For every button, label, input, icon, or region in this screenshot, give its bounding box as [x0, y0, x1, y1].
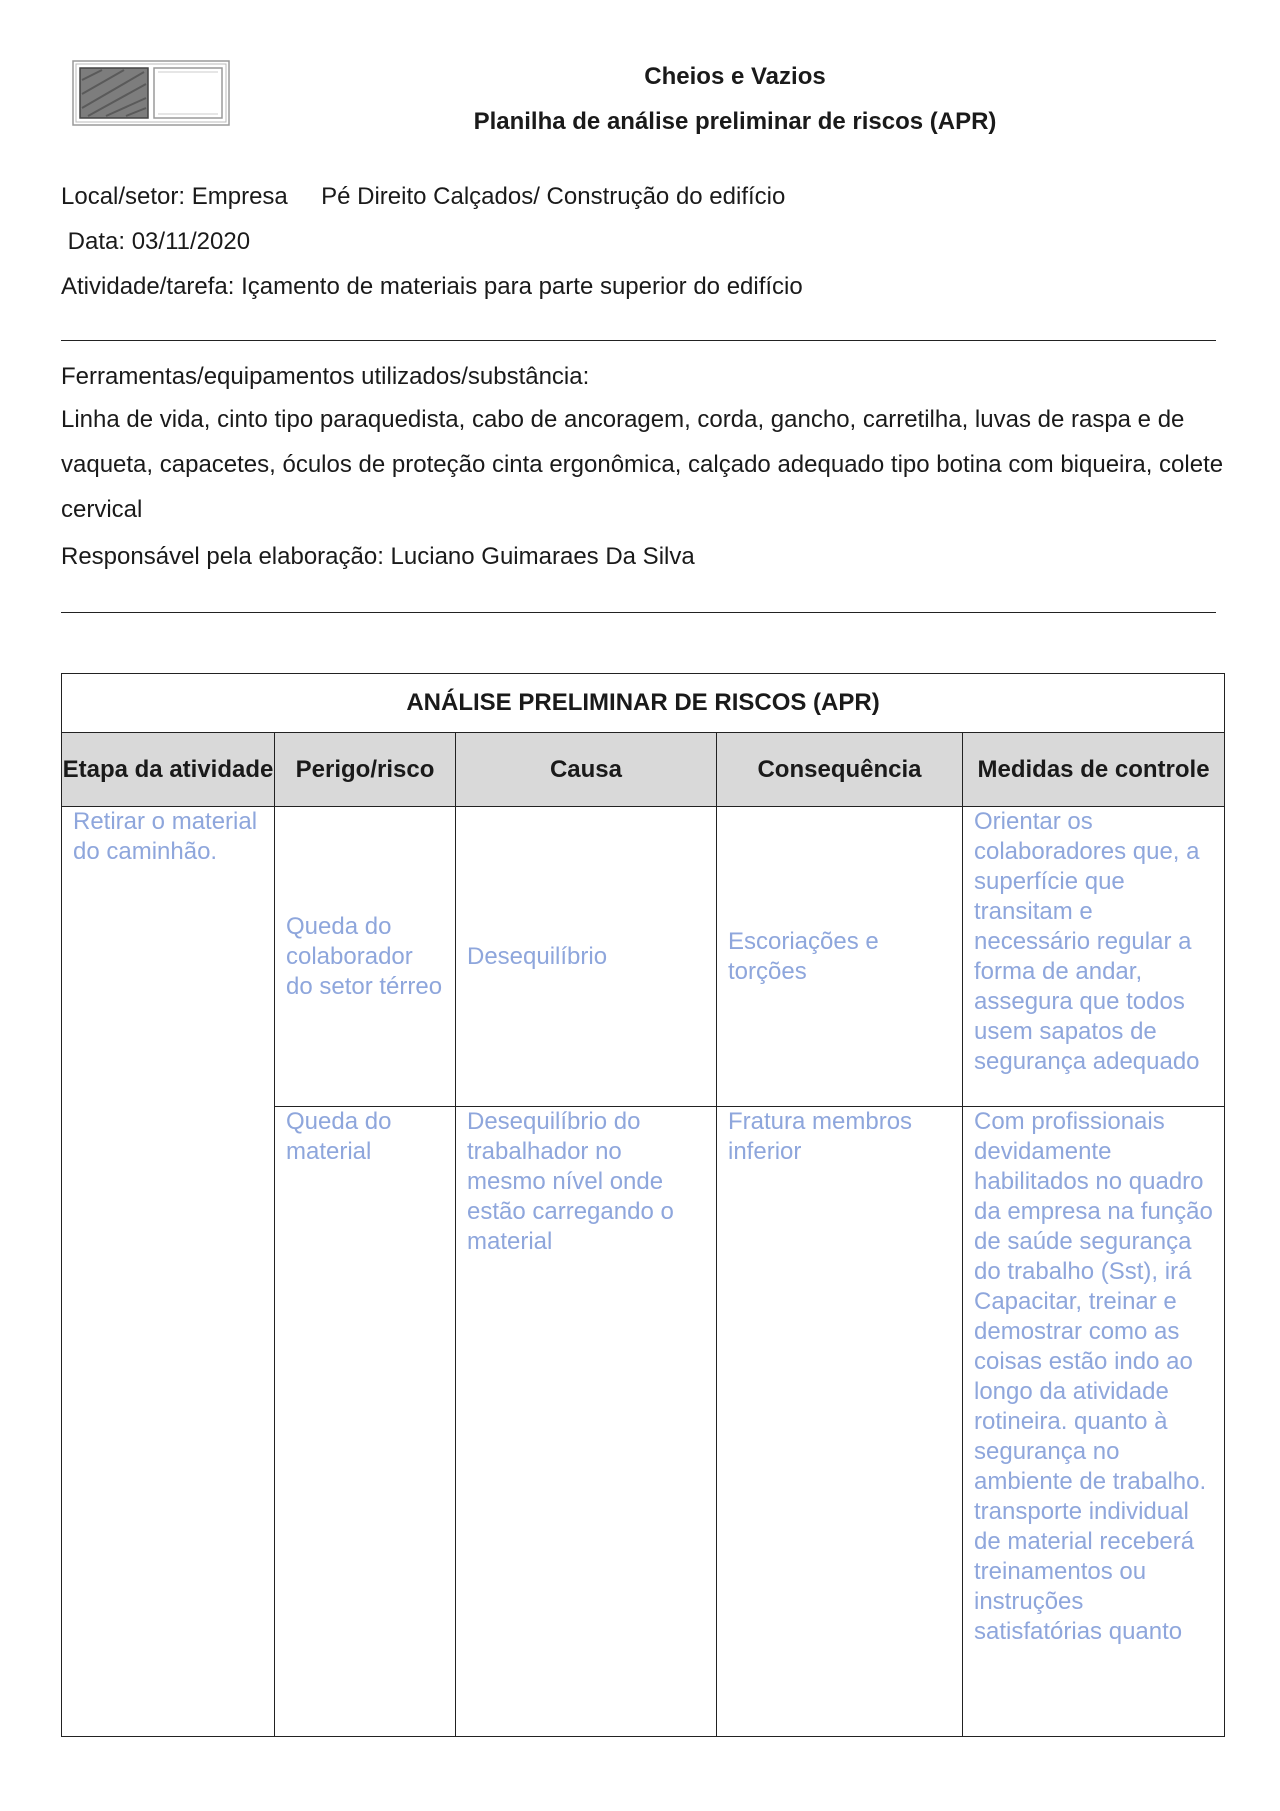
- activity-line: Atividade/tarefa: Içamento de materiais para parte superior do edifício: [61, 273, 803, 300]
- divider: [61, 340, 1216, 341]
- control-measures: Orientar os colaboradores que, a superfície que transitam e necessário regular a forma de andar, assegura que todos usem sapatos de segurança adequado: [974, 808, 1200, 1075]
- responsible-line: Responsável pela elaboração: Luciano Guimaraes Da Silva: [61, 543, 695, 570]
- company-name: Cheios e Vazios: [644, 63, 826, 90]
- divider: [61, 612, 1216, 613]
- local-sector: Local/setor: Empresa Pé Direito Calçados/ Construção do edifício: [61, 183, 786, 210]
- table-title: ANÁLISE PRELIMINAR DE RISCOS (APR): [62, 674, 1225, 733]
- column-header: Perigo/risco: [275, 733, 456, 807]
- cause-cell: [456, 1107, 717, 1737]
- consequence-cell: [717, 807, 963, 1107]
- document-title: Planilha de análise preliminar de riscos (APR): [473, 108, 997, 135]
- consequence: Fratura membros inferior: [728, 1108, 913, 1165]
- hazard-cell: [275, 807, 456, 1107]
- table-row: [62, 807, 1225, 1107]
- consequence: Escoriações e torções: [728, 927, 879, 985]
- control-cell: [963, 1107, 1225, 1737]
- activity-stage-cell: [62, 807, 275, 1737]
- activity-stage: Retirar o material do caminhão.: [73, 808, 258, 865]
- cause: Desequilíbrio: [467, 942, 608, 970]
- hazard-cell: [275, 1107, 456, 1737]
- column-header: Etapa da atividade: [62, 733, 275, 807]
- tools-label: Ferramentas/equipamentos utilizados/substância:: [61, 363, 590, 390]
- control-measures: Com profissionais devidamente habilitados no quadro da empresa na função de saúde segurança do trabalho (Sst), irá Capacitar, treinar e demostrar como as coisas estão indo ao longo da atividade rotineira. quanto à segurança no ambiente de trabalho. transporte individual de material receberá treinamentos ou instruções satisfatórias quanto: [974, 1108, 1213, 1645]
- consequence-cell: [717, 1107, 963, 1737]
- column-header: Causa: [456, 733, 717, 807]
- date-line: Data: 03/11/2020: [61, 228, 251, 255]
- column-header: Medidas de controle: [963, 733, 1225, 807]
- cause-cell: [456, 807, 717, 1107]
- cause: Desequilíbrio do trabalhador no mesmo nível onde estão carregando o material: [467, 1108, 674, 1255]
- column-header: Consequência: [717, 733, 963, 807]
- hazard: Queda do material: [286, 1108, 392, 1165]
- hazard: Queda do colaborador do setor térreo: [286, 912, 443, 1000]
- tools-text: Linha de vida, cinto tipo paraquedista, cabo de ancoragem, corda, gancho, carretilha, luvas de raspa e de vaqueta, capacetes, óculos de proteção cinta ergonômica, calçado adequado tipo botina com biqueira, colete cervical: [61, 406, 1224, 523]
- apr-table: [61, 673, 1225, 1737]
- control-cell: [963, 807, 1225, 1107]
